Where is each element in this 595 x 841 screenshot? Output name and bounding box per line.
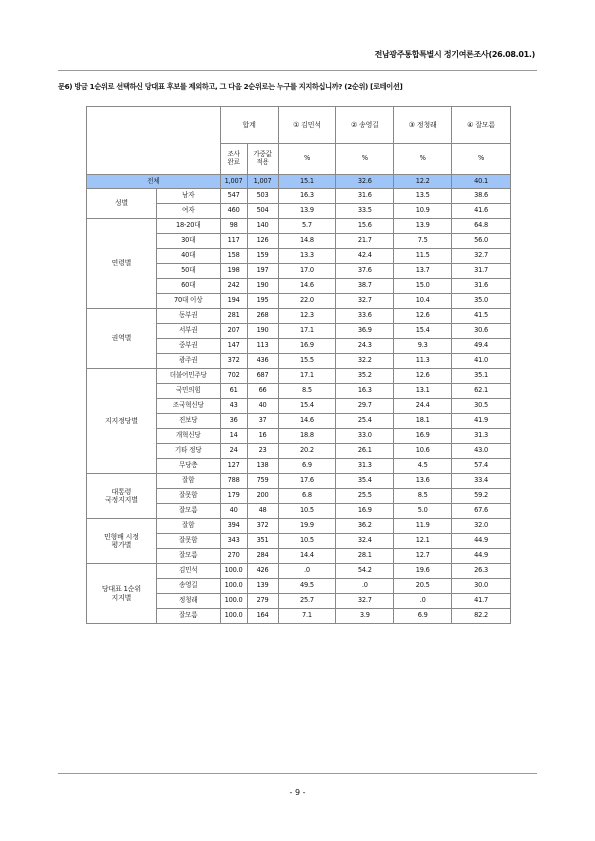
table-cell: 38.6 bbox=[452, 189, 511, 204]
table-cell: 35.2 bbox=[336, 369, 394, 384]
table-row bbox=[87, 369, 511, 384]
table-cell: .0 bbox=[336, 579, 394, 594]
table-row bbox=[87, 564, 511, 579]
table-cell: .0 bbox=[394, 594, 452, 609]
table-cell: 32.7 bbox=[452, 249, 511, 264]
group-label: 성별 bbox=[87, 189, 157, 219]
subheader-weighted: 가중값 적용 bbox=[247, 144, 278, 175]
table-cell: 179 bbox=[220, 489, 247, 504]
page-number: - 9 - bbox=[289, 788, 306, 797]
table-cell: 16 bbox=[247, 429, 278, 444]
table-cell: 11.9 bbox=[394, 519, 452, 534]
table-cell: 36.9 bbox=[336, 324, 394, 339]
table-cell: 436 bbox=[247, 354, 278, 369]
table-cell: 10.4 bbox=[394, 294, 452, 309]
col-header-unknown: ④ 잘모름 bbox=[452, 107, 511, 144]
table-cell: 394 bbox=[220, 519, 247, 534]
group-label: 대통령 국정지지별 bbox=[87, 474, 157, 519]
table-cell: 343 bbox=[220, 534, 247, 549]
table-cell: 31.6 bbox=[336, 189, 394, 204]
table-cell: 10.5 bbox=[278, 534, 336, 549]
row-label: 서부권 bbox=[156, 324, 220, 339]
subheader-pct: % bbox=[336, 144, 394, 175]
table-cell: 44.9 bbox=[452, 549, 511, 564]
table-cell: 13.5 bbox=[394, 189, 452, 204]
table-cell: 26.1 bbox=[336, 444, 394, 459]
table-cell: 30.5 bbox=[452, 399, 511, 414]
table-cell: 13.3 bbox=[278, 249, 336, 264]
col-header-song: ② 송영길 bbox=[336, 107, 394, 144]
table-cell: 49.4 bbox=[452, 339, 511, 354]
table-cell: 33.0 bbox=[336, 429, 394, 444]
table-cell: 14.6 bbox=[278, 279, 336, 294]
subheader-pct: % bbox=[394, 144, 452, 175]
table-cell: 207 bbox=[220, 324, 247, 339]
table-cell: 21.7 bbox=[336, 234, 394, 249]
table-cell: 32.2 bbox=[336, 354, 394, 369]
table-cell: 82.2 bbox=[452, 609, 511, 624]
table-cell: 113 bbox=[247, 339, 278, 354]
row-label: 잘모름 bbox=[156, 549, 220, 564]
table-cell: 19.6 bbox=[394, 564, 452, 579]
table-cell: 268 bbox=[247, 309, 278, 324]
table-cell: 11.3 bbox=[394, 354, 452, 369]
row-label: 국민의힘 bbox=[156, 384, 220, 399]
table-cell: 35.0 bbox=[452, 294, 511, 309]
table-cell: 6.9 bbox=[394, 609, 452, 624]
group-label: 민형배 시정 평가별 bbox=[87, 519, 157, 564]
table-cell: 40 bbox=[247, 399, 278, 414]
table-cell: 426 bbox=[247, 564, 278, 579]
table-cell: 17.1 bbox=[278, 324, 336, 339]
table-cell: 29.7 bbox=[336, 399, 394, 414]
header-row bbox=[87, 107, 511, 144]
row-label: 광주권 bbox=[156, 354, 220, 369]
table-cell: 159 bbox=[247, 249, 278, 264]
table-cell: 41.7 bbox=[452, 594, 511, 609]
table-cell: 195 bbox=[247, 294, 278, 309]
table-cell: 6.8 bbox=[278, 489, 336, 504]
table-cell: 24 bbox=[220, 444, 247, 459]
table-cell: 49.5 bbox=[278, 579, 336, 594]
table-cell: 41.6 bbox=[452, 204, 511, 219]
table-cell: 197 bbox=[247, 264, 278, 279]
table-cell: 100.0 bbox=[220, 564, 247, 579]
row-label: 진보당 bbox=[156, 414, 220, 429]
row-label: 40대 bbox=[156, 249, 220, 264]
table-cell: 270 bbox=[220, 549, 247, 564]
table-cell: 41.9 bbox=[452, 414, 511, 429]
group-label: 권역별 bbox=[87, 309, 157, 369]
table-cell: 190 bbox=[247, 279, 278, 294]
table-cell: 5.7 bbox=[278, 219, 336, 234]
table-cell: 100.0 bbox=[220, 579, 247, 594]
table-cell: 15.6 bbox=[336, 219, 394, 234]
table-cell: 56.0 bbox=[452, 234, 511, 249]
table-cell: 12.1 bbox=[394, 534, 452, 549]
table-cell: 10.9 bbox=[394, 204, 452, 219]
table-cell: 32.7 bbox=[336, 294, 394, 309]
top-divider bbox=[58, 70, 537, 71]
table-cell: 24.3 bbox=[336, 339, 394, 354]
table-cell: 140 bbox=[247, 219, 278, 234]
table-cell: 12.3 bbox=[278, 309, 336, 324]
question-text: 문6) 방금 1순위로 선택하신 당대표 후보를 제외하고, 그 다음 2순위로는 누구를 지지하십니까? (2순위) [로테이션] bbox=[58, 82, 403, 91]
table-cell: 30.0 bbox=[452, 579, 511, 594]
table-cell: 281 bbox=[220, 309, 247, 324]
table-cell: 5.0 bbox=[394, 504, 452, 519]
table-cell: 158 bbox=[220, 249, 247, 264]
table-cell: 40.1 bbox=[452, 175, 511, 189]
table-cell: 279 bbox=[247, 594, 278, 609]
table-cell: 64.8 bbox=[452, 219, 511, 234]
group-label: 지지정당별 bbox=[87, 369, 157, 474]
table-cell: 44.9 bbox=[452, 534, 511, 549]
table-cell: 13.6 bbox=[394, 474, 452, 489]
total-row bbox=[87, 175, 511, 189]
table-cell: 16.3 bbox=[278, 189, 336, 204]
row-label: 정청래 bbox=[156, 594, 220, 609]
table-cell: 59.2 bbox=[452, 489, 511, 504]
table-cell: 7.1 bbox=[278, 609, 336, 624]
table-cell: 242 bbox=[220, 279, 247, 294]
table-cell: 35.4 bbox=[336, 474, 394, 489]
col-header-total: 합계 bbox=[220, 107, 278, 144]
group-label: 당대표 1순위 지지별 bbox=[87, 564, 157, 624]
table-cell: 547 bbox=[220, 189, 247, 204]
table-cell: 61 bbox=[220, 384, 247, 399]
table-cell: 48 bbox=[247, 504, 278, 519]
table-cell: 31.3 bbox=[336, 459, 394, 474]
table-cell: 14.6 bbox=[278, 414, 336, 429]
row-label: 잘모름 bbox=[156, 504, 220, 519]
total-label: 전체 bbox=[87, 175, 221, 189]
table-cell: 13.9 bbox=[278, 204, 336, 219]
table-cell: 9.3 bbox=[394, 339, 452, 354]
table-cell: 4.5 bbox=[394, 459, 452, 474]
table-cell: 32.6 bbox=[336, 175, 394, 189]
table-cell: 504 bbox=[247, 204, 278, 219]
table-cell: 16.3 bbox=[336, 384, 394, 399]
table-cell: 33.5 bbox=[336, 204, 394, 219]
table-cell: 503 bbox=[247, 189, 278, 204]
row-label: 잘못함 bbox=[156, 534, 220, 549]
table-cell: 18.1 bbox=[394, 414, 452, 429]
table-cell: 41.0 bbox=[452, 354, 511, 369]
table-cell: 17.6 bbox=[278, 474, 336, 489]
col-header-kim: ① 김민석 bbox=[278, 107, 336, 144]
table-cell: 14.8 bbox=[278, 234, 336, 249]
table-cell: 31.7 bbox=[452, 264, 511, 279]
row-label: 여자 bbox=[156, 204, 220, 219]
table-cell: 372 bbox=[247, 519, 278, 534]
table-cell: 28.1 bbox=[336, 549, 394, 564]
row-label: 남자 bbox=[156, 189, 220, 204]
table-cell: 25.7 bbox=[278, 594, 336, 609]
table-row bbox=[87, 219, 511, 234]
table-cell: 33.4 bbox=[452, 474, 511, 489]
table-cell: 33.6 bbox=[336, 309, 394, 324]
row-label: 60대 bbox=[156, 279, 220, 294]
table-cell: 7.5 bbox=[394, 234, 452, 249]
row-label: 더불어민주당 bbox=[156, 369, 220, 384]
row-label: 70대 이상 bbox=[156, 294, 220, 309]
table-cell: 17.1 bbox=[278, 369, 336, 384]
table-cell: 36 bbox=[220, 414, 247, 429]
table-cell: 15.0 bbox=[394, 279, 452, 294]
table-cell: 54.2 bbox=[336, 564, 394, 579]
table-cell: 43.0 bbox=[452, 444, 511, 459]
table-cell: 14 bbox=[220, 429, 247, 444]
table-cell: 38.7 bbox=[336, 279, 394, 294]
table-cell: 24.4 bbox=[394, 399, 452, 414]
table-cell: 164 bbox=[247, 609, 278, 624]
table-cell: 15.4 bbox=[278, 399, 336, 414]
table-cell: 200 bbox=[247, 489, 278, 504]
table-cell: 12.2 bbox=[394, 175, 452, 189]
table-cell: 35.1 bbox=[452, 369, 511, 384]
row-label: 김민석 bbox=[156, 564, 220, 579]
table-cell: 12.6 bbox=[394, 309, 452, 324]
row-label: 50대 bbox=[156, 264, 220, 279]
table-cell: 16.9 bbox=[278, 339, 336, 354]
subheader-pct: % bbox=[452, 144, 511, 175]
table-cell: 147 bbox=[220, 339, 247, 354]
table-cell: 20.2 bbox=[278, 444, 336, 459]
table-cell: 127 bbox=[220, 459, 247, 474]
table-cell: 26.3 bbox=[452, 564, 511, 579]
table-cell: 138 bbox=[247, 459, 278, 474]
row-label: 송영길 bbox=[156, 579, 220, 594]
table-cell: 13.9 bbox=[394, 219, 452, 234]
table-cell: 1,007 bbox=[220, 175, 247, 189]
table-cell: 139 bbox=[247, 579, 278, 594]
row-label: 기타 정당 bbox=[156, 444, 220, 459]
table-cell: 30.6 bbox=[452, 324, 511, 339]
bottom-divider bbox=[58, 773, 537, 774]
col-header-jung: ③ 정청래 bbox=[394, 107, 452, 144]
table-cell: 32.7 bbox=[336, 594, 394, 609]
subheader-sample: 조사 완료 bbox=[220, 144, 247, 175]
table-cell: 190 bbox=[247, 324, 278, 339]
table-cell: 12.6 bbox=[394, 369, 452, 384]
report-title: 전남광주통합특별시 정기여론조사(26.08.01.) bbox=[374, 50, 535, 59]
table-cell: 17.0 bbox=[278, 264, 336, 279]
table-cell: 37 bbox=[247, 414, 278, 429]
table-cell: 16.9 bbox=[336, 504, 394, 519]
table-cell: 22.0 bbox=[278, 294, 336, 309]
table-cell: 98 bbox=[220, 219, 247, 234]
table-cell: 8.5 bbox=[278, 384, 336, 399]
table-cell: 25.4 bbox=[336, 414, 394, 429]
table-cell: 687 bbox=[247, 369, 278, 384]
corner-cell bbox=[87, 107, 221, 175]
table-cell: 351 bbox=[247, 534, 278, 549]
table-cell: 13.1 bbox=[394, 384, 452, 399]
table-cell: 100.0 bbox=[220, 594, 247, 609]
results-table bbox=[86, 106, 511, 624]
table-cell: 8.5 bbox=[394, 489, 452, 504]
row-label: 잘함 bbox=[156, 519, 220, 534]
table-cell: 23 bbox=[247, 444, 278, 459]
table-cell: 10.6 bbox=[394, 444, 452, 459]
row-label: 무당층 bbox=[156, 459, 220, 474]
table-cell: 43 bbox=[220, 399, 247, 414]
table-cell: 57.4 bbox=[452, 459, 511, 474]
table-cell: 62.1 bbox=[452, 384, 511, 399]
table-cell: 788 bbox=[220, 474, 247, 489]
table-cell: 42.4 bbox=[336, 249, 394, 264]
table-row bbox=[87, 309, 511, 324]
table-cell: 3.9 bbox=[336, 609, 394, 624]
table-cell: 36.2 bbox=[336, 519, 394, 534]
table-cell: 100.0 bbox=[220, 609, 247, 624]
table-cell: 460 bbox=[220, 204, 247, 219]
table-cell: 66 bbox=[247, 384, 278, 399]
table-cell: 117 bbox=[220, 234, 247, 249]
table-cell: 11.5 bbox=[394, 249, 452, 264]
table-cell: 12.7 bbox=[394, 549, 452, 564]
row-label: 중부권 bbox=[156, 339, 220, 354]
table-cell: 15.5 bbox=[278, 354, 336, 369]
table-cell: 1,007 bbox=[247, 175, 278, 189]
table-cell: 20.5 bbox=[394, 579, 452, 594]
table-cell: 372 bbox=[220, 354, 247, 369]
table-cell: 40 bbox=[220, 504, 247, 519]
table-cell: 67.6 bbox=[452, 504, 511, 519]
table-cell: 14.4 bbox=[278, 549, 336, 564]
row-label: 동부권 bbox=[156, 309, 220, 324]
table-cell: 16.9 bbox=[394, 429, 452, 444]
row-label: 잘모름 bbox=[156, 609, 220, 624]
table-cell: 284 bbox=[247, 549, 278, 564]
table-cell: 41.5 bbox=[452, 309, 511, 324]
table-cell: 31.3 bbox=[452, 429, 511, 444]
table-row bbox=[87, 189, 511, 204]
row-label: 개혁신당 bbox=[156, 429, 220, 444]
table-cell: 759 bbox=[247, 474, 278, 489]
table-cell: .0 bbox=[278, 564, 336, 579]
table-cell: 198 bbox=[220, 264, 247, 279]
table-cell: 37.6 bbox=[336, 264, 394, 279]
table-row bbox=[87, 474, 511, 489]
row-label: 18-20대 bbox=[156, 219, 220, 234]
subheader-pct: % bbox=[278, 144, 336, 175]
row-label: 30대 bbox=[156, 234, 220, 249]
table-cell: 32.4 bbox=[336, 534, 394, 549]
table-row bbox=[87, 519, 511, 534]
table-cell: 13.7 bbox=[394, 264, 452, 279]
table-cell: 702 bbox=[220, 369, 247, 384]
row-label: 잘못함 bbox=[156, 489, 220, 504]
table-cell: 10.5 bbox=[278, 504, 336, 519]
table-cell: 18.8 bbox=[278, 429, 336, 444]
table-cell: 19.9 bbox=[278, 519, 336, 534]
table-cell: 25.5 bbox=[336, 489, 394, 504]
table-cell: 15.4 bbox=[394, 324, 452, 339]
table-cell: 31.6 bbox=[452, 279, 511, 294]
table-cell: 6.9 bbox=[278, 459, 336, 474]
table-cell: 126 bbox=[247, 234, 278, 249]
row-label: 잘함 bbox=[156, 474, 220, 489]
row-label: 조국혁신당 bbox=[156, 399, 220, 414]
table-cell: 194 bbox=[220, 294, 247, 309]
table-cell: 32.0 bbox=[452, 519, 511, 534]
group-label: 연령별 bbox=[87, 219, 157, 309]
table-cell: 15.1 bbox=[278, 175, 336, 189]
